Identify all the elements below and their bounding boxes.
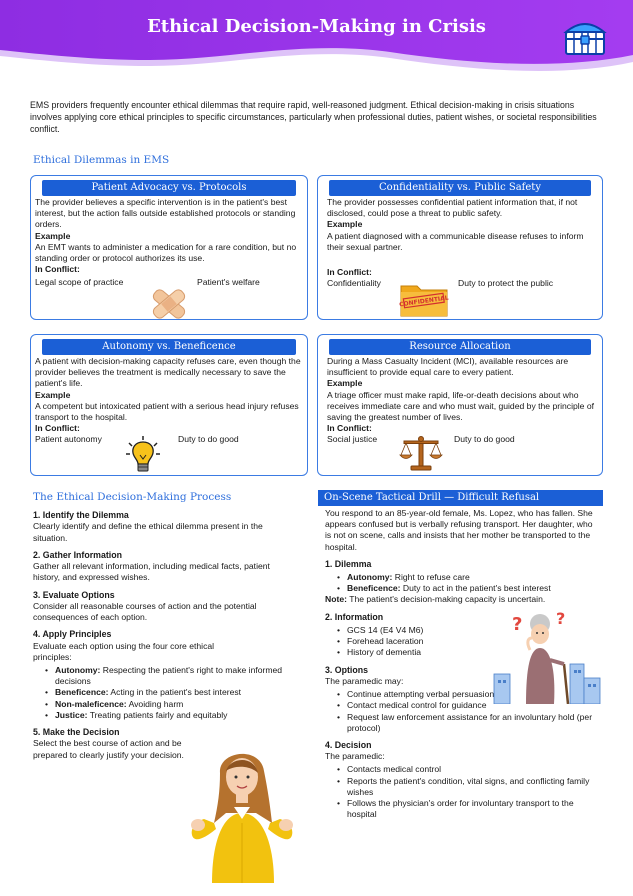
conflict-label: In Conflict: xyxy=(35,264,80,275)
dilemma-card xyxy=(30,175,308,320)
conflict-right: Duty to do good xyxy=(454,434,515,445)
example-text: A competent but intoxicated patient with a serious head injury refuses transport to the hospital. xyxy=(35,400,299,422)
intro-paragraph: EMS providers frequently encounter ethical dilemmas that require rapid, well-reasoned judgment. Ethical decision-making in crisis situations involves applying core ethical principles to specific circumstances, particularly when professional duties, patient wishes, or societal responsibilities conflict. xyxy=(30,100,597,134)
conflict-left: Patient autonomy xyxy=(35,434,102,445)
svg-text:?: ? xyxy=(512,614,523,635)
card-title: Patient Advocacy vs. Protocols xyxy=(42,180,296,196)
card-title: Confidentiality vs. Public Safety xyxy=(329,180,591,196)
scales-icon xyxy=(398,433,444,473)
conflict-left: Social justice xyxy=(327,434,378,445)
dilemma-list xyxy=(339,572,600,594)
svg-text:?: ? xyxy=(556,609,566,628)
step-text: Clearly identify and define the ethical dilemma present in the situation. xyxy=(33,521,263,543)
dilemma-card xyxy=(30,334,308,476)
example-label: Example xyxy=(327,378,363,389)
drill-section-title: 2. Information xyxy=(325,611,384,622)
drill-section-title: 1. Dilemma xyxy=(325,558,372,569)
drill-note: Note: The patient's decision-making capacity is uncertain. xyxy=(325,594,546,605)
list-item: • Contacts medical control xyxy=(339,764,601,775)
list-item: • Forehead laceration xyxy=(339,636,600,647)
list-item: • Request law enforcement assistance for an involuntary hold (per protocol) xyxy=(339,712,601,734)
conflict-left: Confidentiality xyxy=(327,278,381,289)
list-item: • Continue attempting verbal persuasion xyxy=(339,689,601,700)
conflict-label: In Conflict: xyxy=(35,423,80,434)
list-item: • Follows the physician's order for involuntary transport to the hospital xyxy=(339,798,601,820)
list-item: • Beneficence: Duty to act in the patient's best interest xyxy=(339,583,600,594)
step-text: Gather all relevant information, including medical facts, patient history, and expressed wishes. xyxy=(33,561,270,583)
example-text: An EMT wants to administer a medication for a rare condition, but no standing order or protocol authorizes its use. xyxy=(35,241,297,263)
header-banner xyxy=(0,0,633,80)
example-label: Example xyxy=(327,219,363,230)
step-title: 5. Make the Decision xyxy=(33,726,120,737)
list-item: • Autonomy: Right to refuse care xyxy=(339,572,600,583)
drill-lead: The paramedic: xyxy=(325,751,385,762)
conflict-right: Duty to protect the public xyxy=(458,278,554,289)
list-item: • Contact medical control for guidance xyxy=(339,700,601,711)
card-title: Resource Allocation xyxy=(329,339,591,355)
example-label: Example xyxy=(35,230,71,241)
example-text: A patient diagnosed with a communicable disease refuses to inform their sexual partner. xyxy=(327,230,584,252)
list-item: • GCS 14 (E4 V4 M6) xyxy=(339,625,600,636)
treasure-chest-icon xyxy=(562,18,608,58)
principles-list xyxy=(47,665,293,721)
list-item: • History of dementia xyxy=(339,647,600,658)
dilemmas-title: Ethical Dilemmas in EMS xyxy=(33,154,170,166)
drill-section-title: 3. Options xyxy=(325,664,369,675)
example-label: Example xyxy=(35,389,71,400)
step-title: 1. Identify the Dilemma xyxy=(33,510,129,520)
woman-illustration xyxy=(190,743,294,883)
card-title: Autonomy vs. Beneficence xyxy=(42,339,296,355)
page-title: Ethical Decision-Making in Crisis xyxy=(147,16,486,37)
drill-title: On-Scene Tactical Drill — Difficult Refusal xyxy=(318,490,603,506)
process-list xyxy=(33,510,293,761)
card-desc: The provider believes a specific intervention is in the patient's best interest, but the action falls outside established protocols or standing orders. xyxy=(35,197,296,230)
list-item: • Justice: Treating patients fairly and equitably xyxy=(47,710,293,721)
list-item: • Autonomy: Respecting the patient's right to make informed decisions xyxy=(47,665,293,687)
step-title: 4. Apply Principles xyxy=(33,629,112,640)
stamp-text: CONFIDENTIAL xyxy=(399,294,449,309)
card-desc: A patient with decision-making capacity refuses care, even though the provider believes the treatment is medically necessary to save the patient's life. xyxy=(35,356,301,389)
step-text: Evaluate each option using the four core ethical principles: xyxy=(33,640,215,662)
conflict-label: In Conflict: xyxy=(327,266,372,277)
list-item: • Reports the patient's condition, vital signs, and conflicting family wishes xyxy=(339,776,601,798)
conflict-right: Patient's welfare xyxy=(197,277,260,288)
drill-scenario: You respond to an 85-year-old female, Ms. Lopez, who has fallen. She appears confused but is verbally refusing transport. Her daughter, who is not on scene, calls and insists that her mother be transported to the hospital. xyxy=(325,508,593,552)
conflict-left: Legal scope of practice xyxy=(35,277,124,288)
bandage-icon xyxy=(149,286,189,322)
confidential-folder-icon xyxy=(399,280,449,318)
list-item: • Non-maleficence: Avoiding harm xyxy=(47,699,293,710)
step-title: 2. Gather Information xyxy=(33,549,122,560)
lightbulb-icon xyxy=(125,435,161,475)
example-text: A triage officer must make rapid, life-or-death decisions about who receives immediate care and who must wait, guided by the principle of saving the greatest number of lives. xyxy=(327,389,595,422)
step-text: Consider all reasonable courses of action and the potential consequences of each option. xyxy=(33,600,257,623)
list-item: • Beneficence: Acting in the patient's best interest xyxy=(47,687,293,698)
drill-lead: The paramedic may: xyxy=(325,675,404,686)
decision-list xyxy=(339,764,601,820)
step-text: Select the best course of action and be prepared to clearly justify your decision. xyxy=(33,738,184,760)
card-desc: During a Mass Casualty Incident (MCI), available resources are insufficient to provide equal care to every patient. xyxy=(327,356,569,378)
elderly-woman-illustration xyxy=(492,608,602,704)
step-title: 3. Evaluate Options xyxy=(33,589,115,600)
process-title: The Ethical Decision-Making Process xyxy=(33,491,232,503)
dilemma-card xyxy=(317,334,603,476)
conflict-label: In Conflict: xyxy=(327,423,372,434)
drill-section-title: 4. Decision xyxy=(325,739,372,750)
header-wave xyxy=(0,0,633,80)
dilemma-card xyxy=(317,175,603,320)
conflict-right: Duty to do good xyxy=(178,434,239,445)
card-desc: The provider possesses confidential patient information that, if not disclosed, could pose a threat to public safety. xyxy=(327,197,578,219)
